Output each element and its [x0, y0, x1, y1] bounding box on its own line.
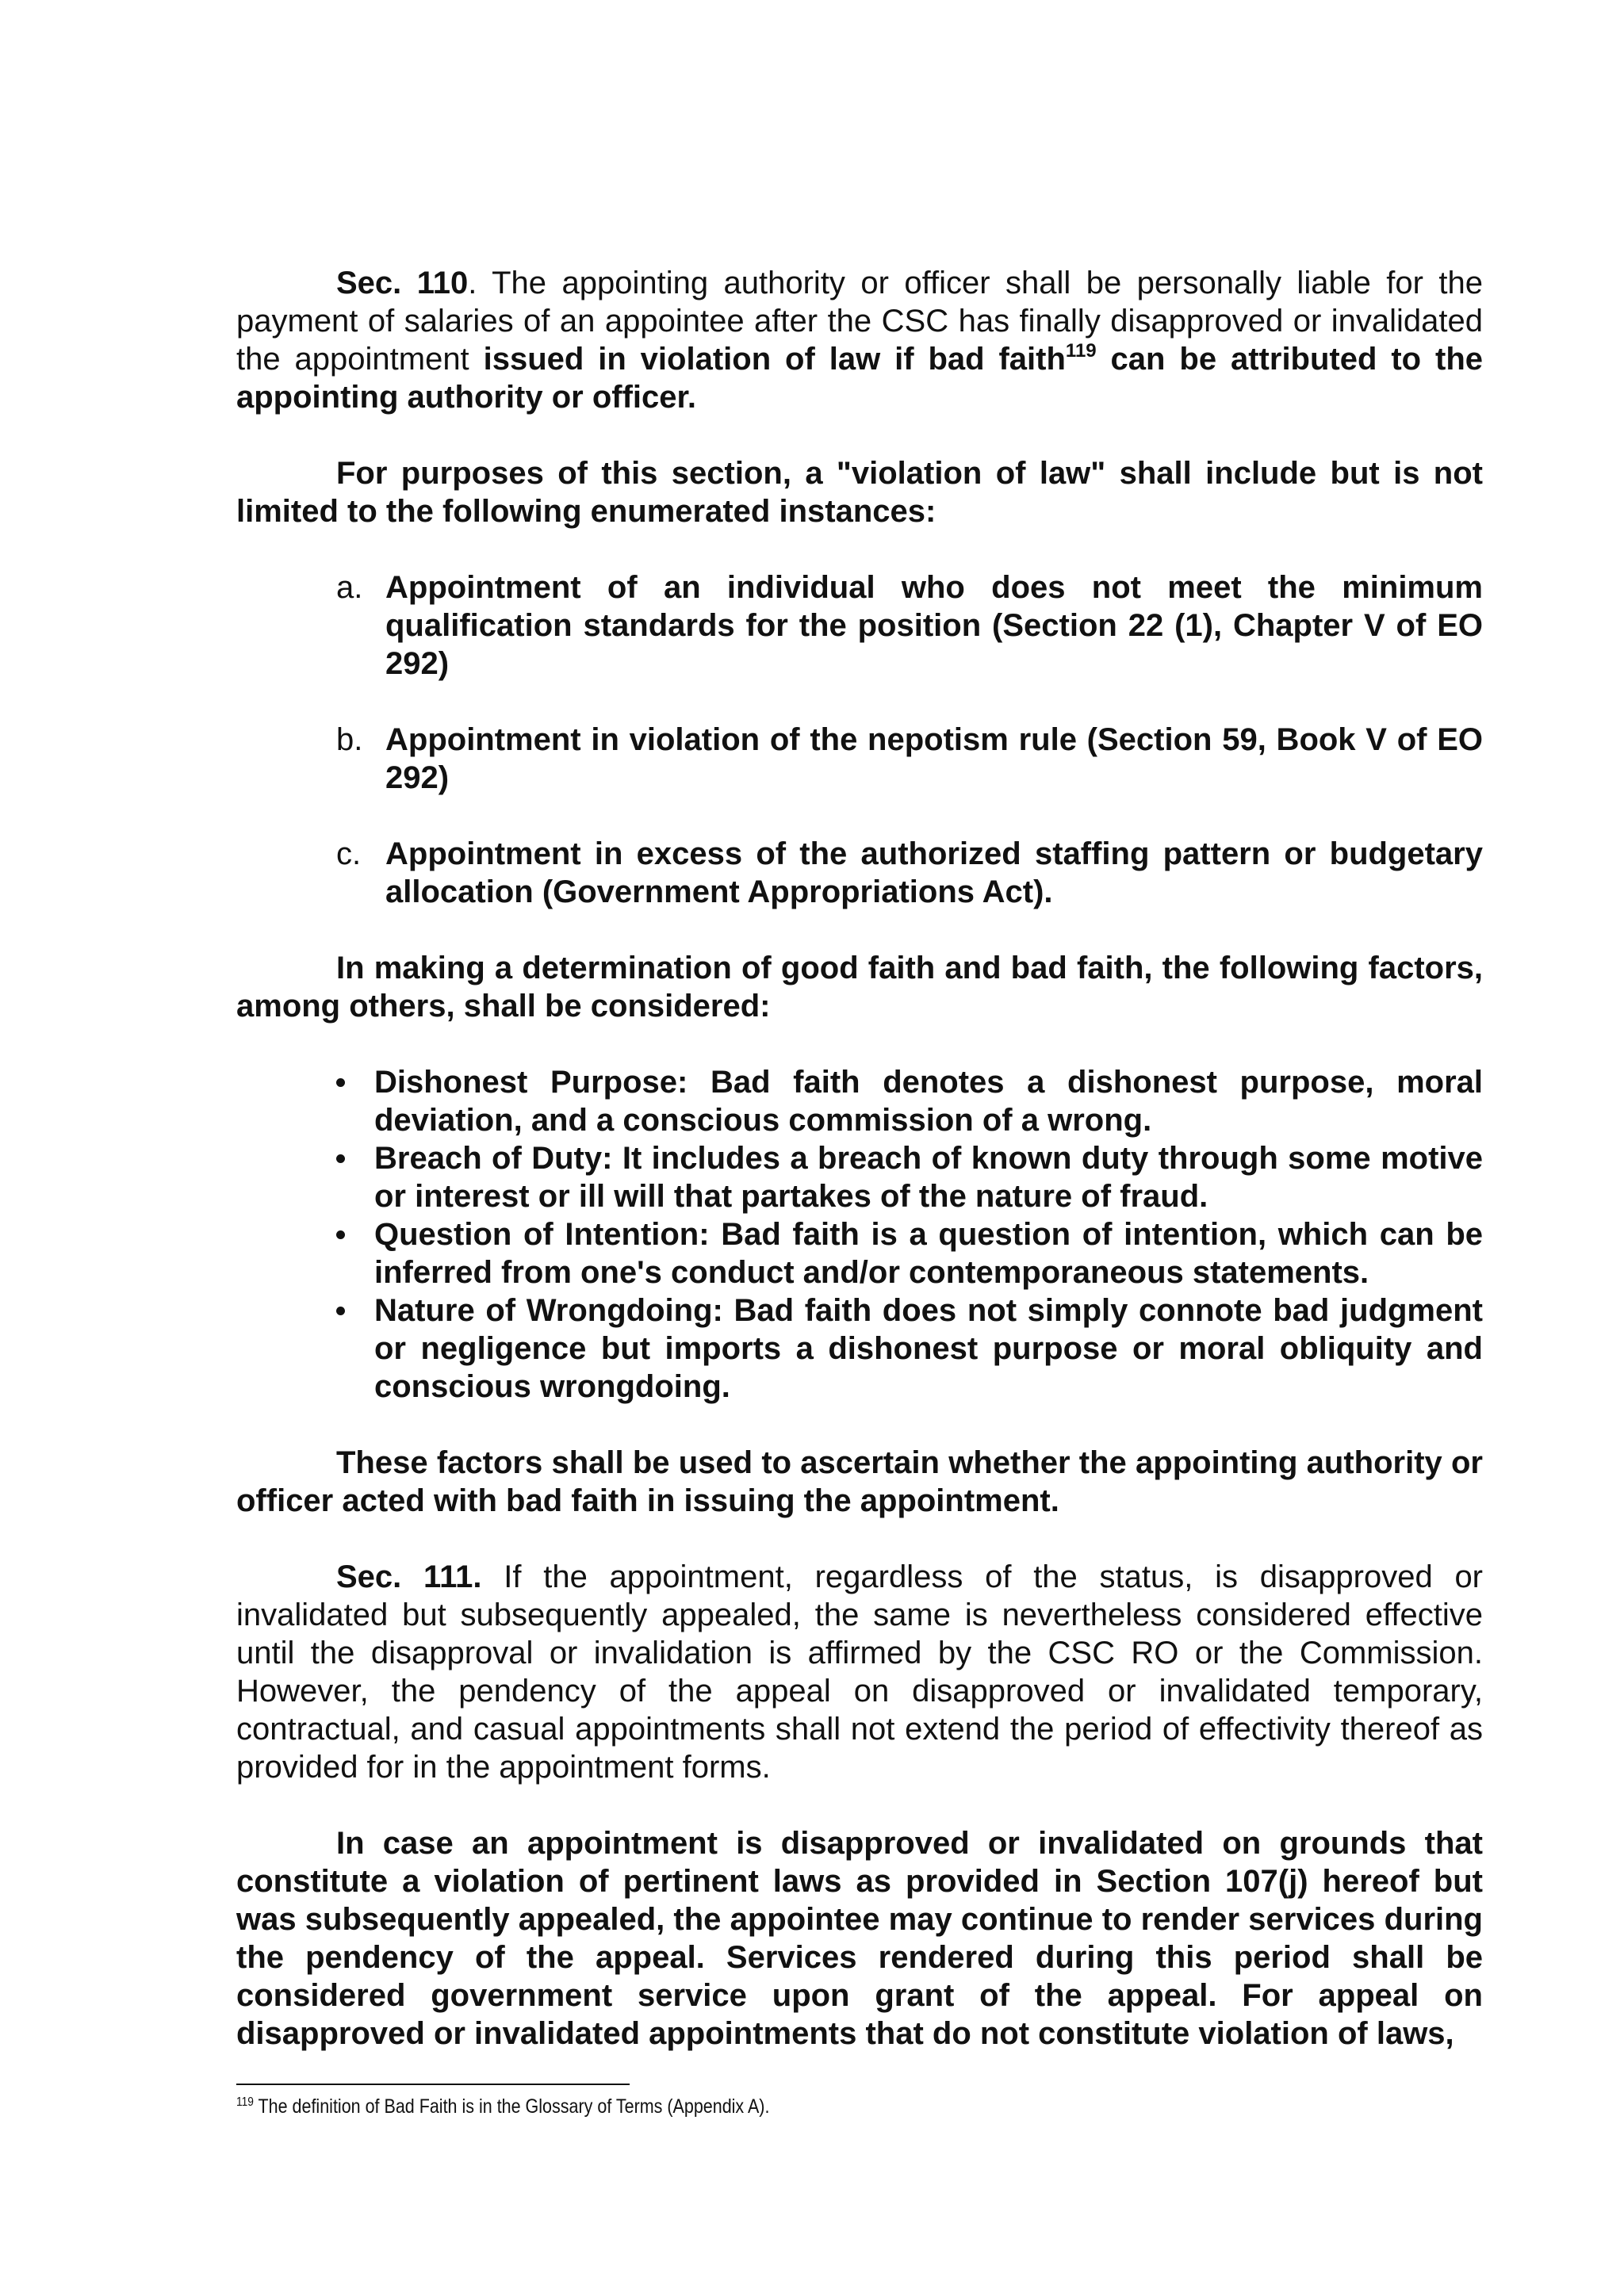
list-marker: a. [336, 570, 363, 605]
sec-111-paragraph [236, 1558, 1483, 1786]
footnote-119 [236, 2095, 769, 2118]
sec-110-bold-text-end: can be attributed to the appointing authority or officer. [236, 342, 1484, 415]
footnote-divider [236, 2084, 630, 2085]
sec-110-text: . The appointing authority or officer shall be personally liable for the payment of salaries of an appointee after the CSC has finally disapproved or invalidated the appointment [236, 266, 1483, 377]
footnote-number: 119 [236, 2095, 254, 2109]
factors-conclusion: These factors shall be used to ascertain whether the appointing authority or officer acted with bad faith in issuing the appointment. [236, 1445, 1483, 1518]
list-item-text: Appointment in excess of the authorized staffing pattern or budgetary allocation (Government Appropriations Act). [385, 836, 1483, 909]
list-item [236, 835, 1483, 911]
sec-111-text: If the appointment, regardless of the status, is disapproved or invalidated but subsequently appealed, the same is nevertheless considered effective until the disapproval or invalidation is affirmed by the CSC RO or the Commission. However, the pendency of the appeal on disapproved or invalidated temporary, contractual, and casual appointments shall not extend the period of effectivity thereof as provided for in the appointment forms. [236, 1559, 1484, 1785]
page-body [236, 264, 1483, 2053]
footnote-ref-119[interactable]: 119 [1065, 340, 1097, 362]
sec-110-paragraph [236, 264, 1483, 416]
factors-list [236, 1063, 1483, 1406]
bullet-icon [336, 1230, 345, 1239]
list-item-text: Appointment of an individual who does not meet the minimum qualification standards for the position (Section 22 (1), Chapter V of EO 292) [385, 570, 1483, 681]
appeal-paragraph: In case an appointment is disapproved or invalidated on grounds that constitute a violation of pertinent laws as provided in Section 107(j) hereof but was subsequently appealed, the appointee may continue to render services during the pendency of the appeal. Services rendered during this period shall be considered government service upon grant of the appeal. For appeal on disapproved or invalidated appointments that do not constitute violation of laws, [236, 1826, 1483, 2051]
list-item [236, 1292, 1483, 1406]
list-item [236, 721, 1483, 797]
sec-110-bold-text: issued in violation of law if bad faith [483, 342, 1066, 377]
list-item-text: Appointment in violation of the nepotism rule (Section 59, Book V of EO 292) [385, 722, 1483, 795]
bullet-icon [336, 1307, 345, 1315]
list-item [236, 1139, 1483, 1215]
list-item-text: Nature of Wrongdoing: Bad faith does not simply connote bad judgment or negligence but imports a dishonest purpose or moral obliquity and conscious wrongdoing. [374, 1293, 1483, 1404]
bullet-icon [336, 1078, 345, 1087]
list-item [236, 1215, 1483, 1292]
sec-110-label: Sec. 110 [336, 266, 469, 300]
list-marker: b. [336, 722, 363, 757]
list-item-text: Question of Intention: Bad faith is a question of intention, which can be inferred from one's conduct and/or contemporaneous statements. [374, 1217, 1483, 1290]
list-item [236, 568, 1483, 683]
list-item-text: Dishonest Purpose: Bad faith denotes a dishonest purpose, moral deviation, and a conscious commission of a wrong. [374, 1065, 1483, 1138]
violation-list [236, 568, 1483, 911]
list-item-text: Breach of Duty: It includes a breach of known duty through some motive or interest or ill will that partakes of the nature of fraud. [374, 1141, 1483, 1214]
factors-intro: In making a determination of good faith and bad faith, the following factors, among others, shall be considered: [236, 951, 1483, 1024]
list-item [236, 1063, 1483, 1139]
bullet-icon [336, 1154, 345, 1163]
violation-intro: For purposes of this section, a "violation of law" shall include but is not limited to the following enumerated instances: [236, 456, 1483, 529]
sec-111-label: Sec. 111. [336, 1559, 482, 1594]
list-marker: c. [336, 836, 362, 871]
footnote-text: The definition of Bad Faith is in the Glossary of Terms (Appendix A). [253, 2095, 770, 2118]
